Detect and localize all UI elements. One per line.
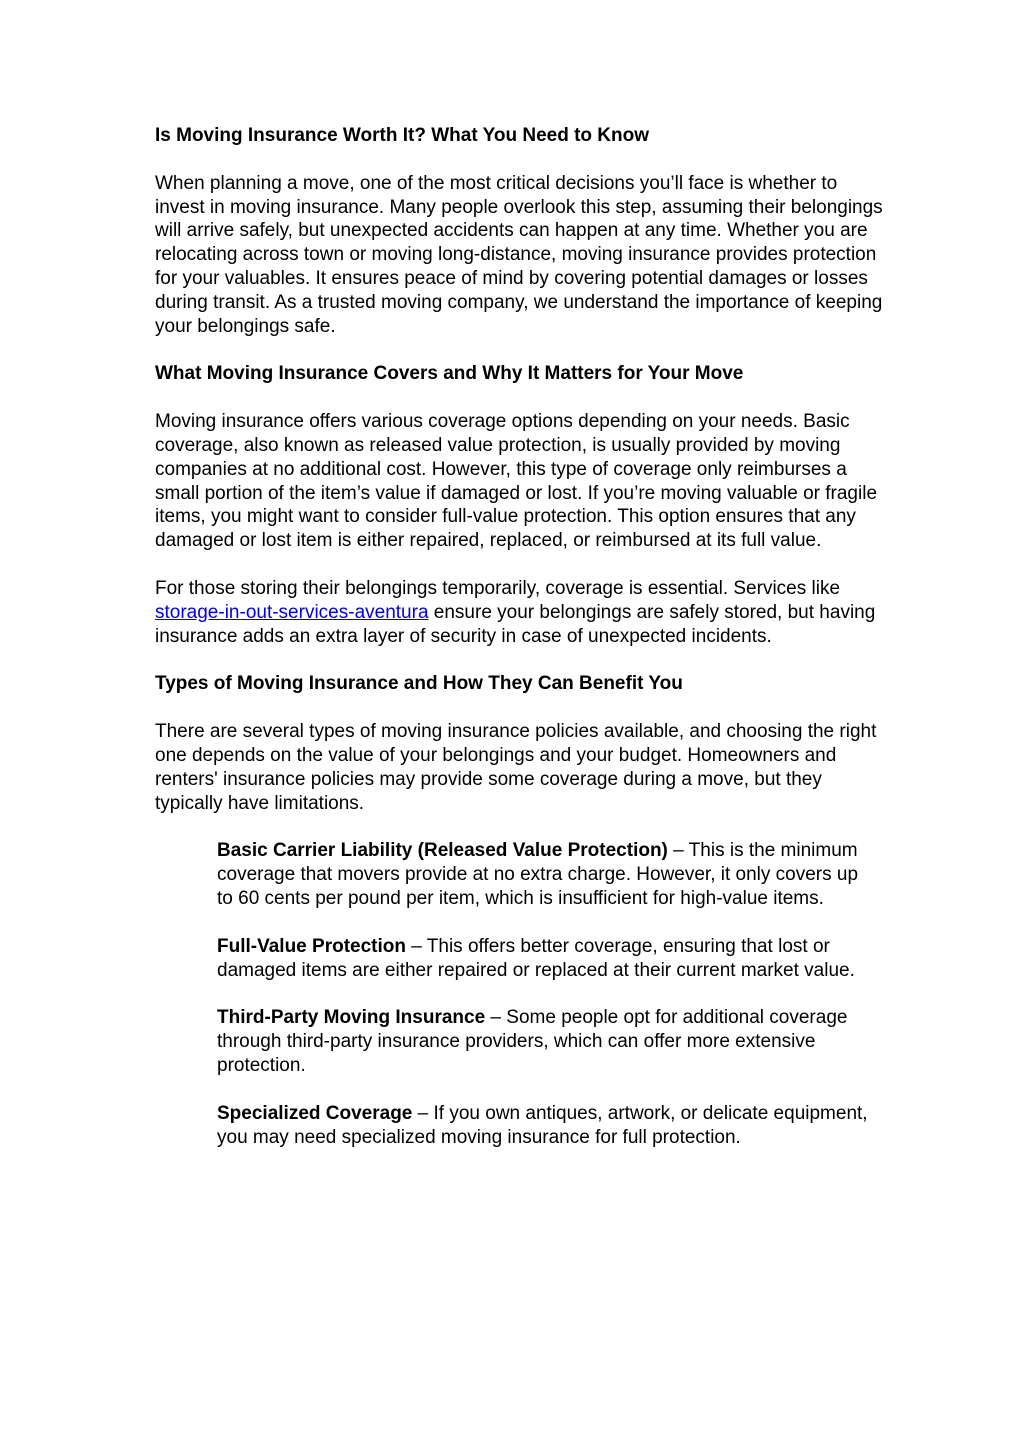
storage-paragraph [155, 577, 885, 648]
intro-paragraph: When planning a move, one of the most critical decisions you’ll face is whether to invest in moving insurance. Many people overlook this step, assuming their belongings will arrive safely, but unexpected accidents can happen at any time. Whether you are relocating across town or moving long-distance, moving insurance provides protection for your valuables. It ensures peace of mind by covering potential damages or losses during transit. As a trusted moving company, we understand the importance of keeping your belongings safe. [155, 172, 883, 337]
list-item-description: – If you own antiques, artwork, or delicate equipment, you may need specialized moving insurance for full protection. [217, 1102, 868, 1148]
list-item-term: Basic Carrier Liability (Released Value Protection) [217, 840, 668, 862]
list-item [217, 839, 877, 910]
storage-text-after: ensure your belongings are safely stored, but having insurance adds an extra layer of security in case of unexpected incidents. [155, 601, 876, 647]
list-item-term: Third-Party Moving Insurance [217, 1007, 486, 1029]
storage-text-before: For those storing their belongings temporarily, coverage is essential. Services like [155, 577, 841, 599]
list-item-description: – This is the minimum coverage that movers provide at no extra charge. However, it only covers up to 60 cents per pound per item, which is insufficient for high-value items. [217, 840, 859, 909]
section-heading-coverage: What Moving Insurance Covers and Why It Matters for Your Move [155, 363, 744, 385]
coverage-paragraph: Moving insurance offers various coverage options depending on your needs. Basic coverage, also known as released value protection, is usually provided by moving companies at no additional cost. However, this type of coverage only reimburses a small portion of the item’s value if damaged or lost. If you’re moving valuable or fragile items, you might want to consider full-value protection. This option ensures that any damaged or lost item is either repaired, replaced, or reimbursed at its full value. [155, 411, 878, 552]
list-item [217, 1006, 877, 1077]
list-item-description: – Some people opt for additional coverage through third-party insurance providers, which can offer more extensive protection. [217, 1007, 848, 1076]
insurance-types-list [155, 839, 885, 1149]
types-paragraph: There are several types of moving insurance policies available, and choosing the right one depends on the value of your belongings and your budget. Homeowners and renters' insurance policies may provide some coverage during a move, but they typically have limitations. [155, 721, 877, 814]
list-item-description: – This offers better coverage, ensuring that lost or damaged items are either repaired or replaced at their current market value. [217, 935, 855, 981]
list-item [217, 1102, 877, 1150]
list-item-term: Full-Value Protection [217, 935, 406, 957]
document-title: Is Moving Insurance Worth It? What You Need to Know [155, 125, 650, 146]
list-item-term: Specialized Coverage [217, 1102, 413, 1124]
section-heading-types: Types of Moving Insurance and How They Can Benefit You [155, 673, 683, 695]
document-page [155, 124, 885, 1173]
storage-services-link[interactable]: storage-in-out-services-aventura [155, 601, 429, 623]
list-item [217, 935, 877, 983]
